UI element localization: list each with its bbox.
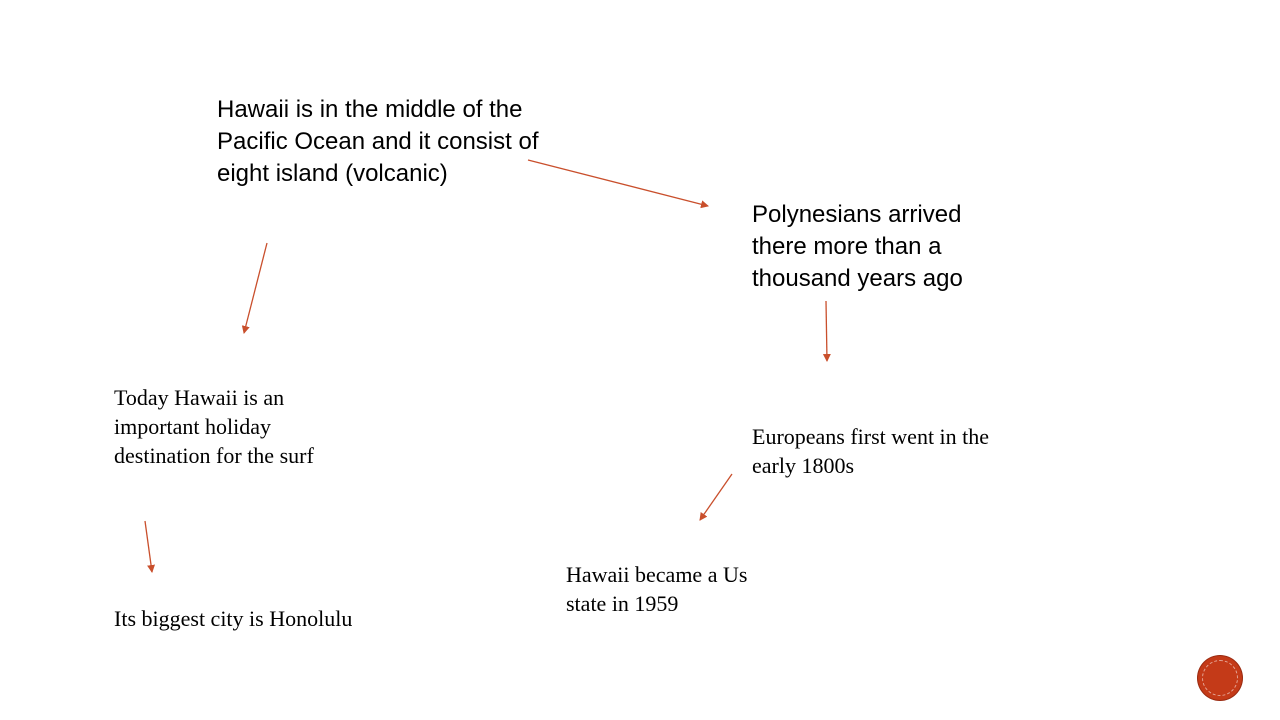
slide-badge-icon (1198, 656, 1242, 700)
node-holiday-destination: Today Hawaii is an important holiday destination for the surf (114, 385, 314, 468)
node-us-state: Hawaii became a Us state in 1959 (566, 562, 748, 616)
arrow-n2-to-n4 (826, 301, 827, 361)
arrow-n1-to-n3 (244, 243, 267, 333)
badge-ring (1202, 660, 1238, 696)
node-polynesians-arrival: Polynesians arrived there more than a thousand years ago (752, 201, 963, 292)
node-hawaii-location: Hawaii is in the middle of the Pacific Ocean and it consist of eight island (volcanic) (217, 96, 539, 187)
node-biggest-city: Its biggest city is Honolulu (114, 606, 353, 631)
arrow-n3-to-n6 (145, 521, 152, 572)
arrow-n4-to-n5 (700, 474, 732, 520)
arrow-n1-to-n2 (528, 160, 708, 206)
node-europeans-arrival: Europeans first went in the early 1800s (752, 424, 990, 478)
